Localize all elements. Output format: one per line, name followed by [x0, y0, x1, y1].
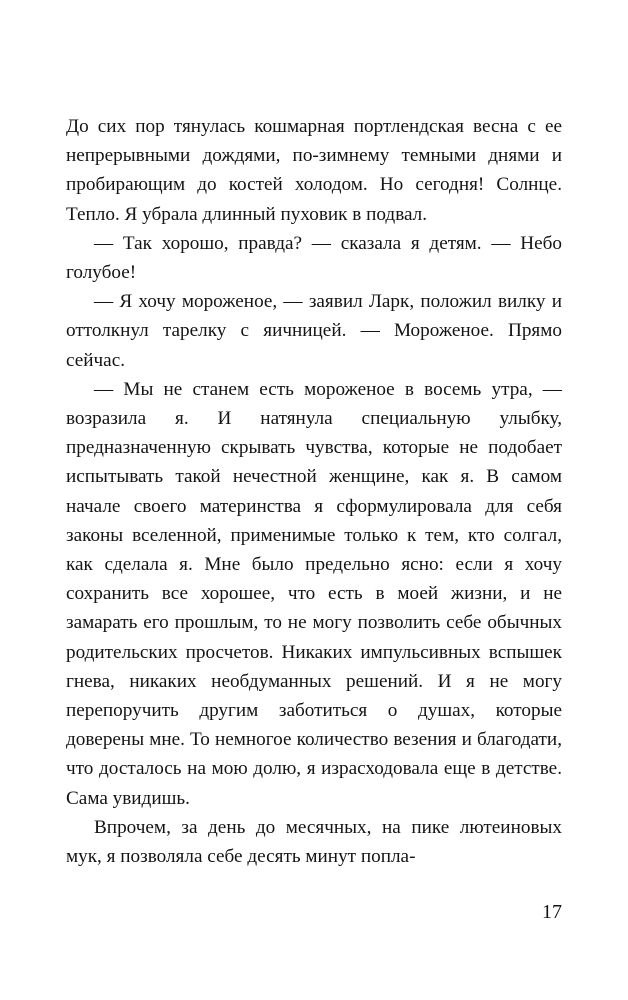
page-body	[66, 112, 562, 871]
paragraph: — Мы не станем есть мороженое в восемь утра, — возразила я. И натянула специальную улыбку, предназначенную скрывать чувства, которые не подобает испытывать такой нечестной женщине, как я. В самом начале своего материнства я сформулировала для себя законы вселенной, применимые только к тем, кто солгал, как сделала я. Мне было предельно ясно: если я хочу сохранить все хорошее, что есть в моей жизни, и не замарать его прошлым, то не могу позволить себе обычных родительских просчетов. Никаких импульсивных вспышек гнева, никаких необдуманных решений. И я не могу перепоручить другим заботиться о душах, которые доверены мне. То немногое количество везения и благодати, что досталось на мою долю, я израсходовала еще в детстве. Сама увидишь.	[66, 378, 562, 809]
paragraph: — Я хочу мороженое, — заявил Ларк, положил вилку и оттолкнул тарелку с яичницей. — Мороженое. Прямо сейчас.	[66, 291, 562, 371]
paragraph: Впрочем, за день до месячных, на пике лютеиновых мук, я позволяла себе десять минут попла-	[66, 816, 562, 868]
paragraph: — Так хорошо, правда? — сказала я детям. — Небо голубое!	[66, 232, 562, 284]
page-number: 17	[542, 901, 562, 923]
paragraph: До сих пор тянулась кошмарная портлендская весна с ее непрерывными дождями, по-зимнему темными днями и пробирающим до костей холодом. Но сегодня! Солнце. Тепло. Я убрала длинный пуховик в подвал.	[66, 116, 562, 225]
